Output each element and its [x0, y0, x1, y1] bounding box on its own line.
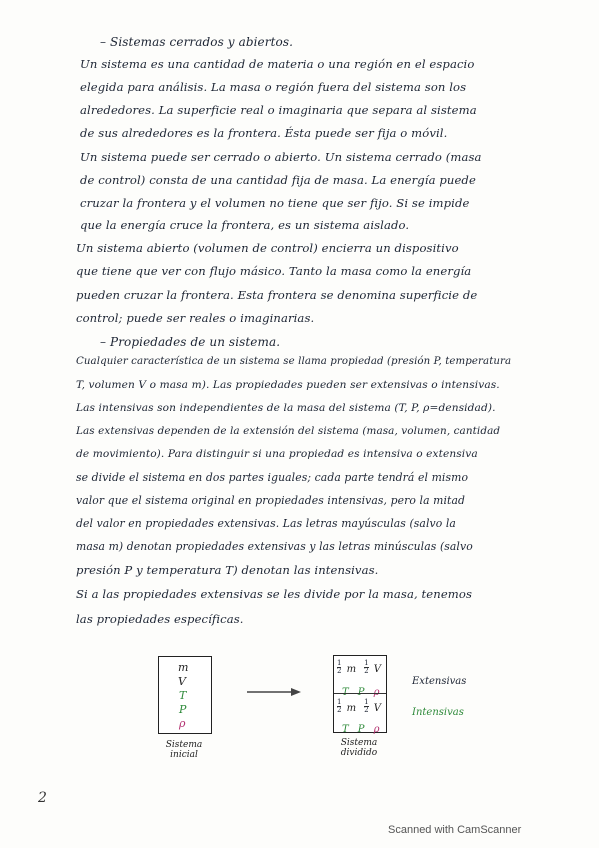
- heading-system-properties: – Propiedades de un sistema.: [100, 335, 281, 349]
- text-line: de movimiento). Para distinguir si una propiedad es intensiva o extensiva: [76, 448, 478, 460]
- text-line: que la energía cruce la frontera, es un sistema aislado.: [80, 218, 410, 232]
- text-line: valor que el sistema original en propiedades intensivas, pero la mitad: [76, 494, 466, 507]
- density-symbol: ρ: [373, 724, 380, 735]
- text-line: masa m) denotan propiedades extensivas y las letras minúsculas (salvo: [76, 540, 473, 553]
- mass-symbol: m: [346, 664, 357, 675]
- scanner-watermark: Scanned with CamScanner: [388, 824, 522, 836]
- text-line: de sus alrededores es la frontera. Ésta puede ser fija o móvil.: [80, 126, 448, 140]
- divided-system-box: [333, 655, 387, 733]
- half-fraction: $\frac{1}{2}$: [337, 698, 342, 714]
- text-line: Las intensivas son independientes de la masa del sistema (T, P, ρ=densidad).: [76, 402, 496, 414]
- page-number: 2: [38, 790, 47, 806]
- text-line: Un sistema es una cantidad de materia o una región en el espacio: [80, 57, 475, 71]
- legend-extensive: Extensivas: [412, 676, 467, 687]
- mass-symbol: m: [178, 661, 189, 674]
- text-line: las propiedades específicas.: [76, 612, 244, 626]
- text-line: Las extensivas dependen de la extensión del sistema (masa, volumen, cantidad: [76, 425, 501, 437]
- divider-line: [334, 693, 386, 694]
- mass-symbol: m: [346, 703, 357, 714]
- text-line: presión P y temperatura T) denotan las intensivas.: [76, 563, 379, 577]
- heading-closed-open-systems: – Sistemas cerrados y abiertos.: [100, 35, 294, 49]
- text-line: del valor en propiedades extensivas. Las letras mayúsculas (salvo la: [76, 517, 456, 530]
- initial-system-box: [158, 656, 212, 734]
- text-line: Cualquier característica de un sistema se llama propiedad (presión P, temperatura: [76, 356, 512, 367]
- temperature-symbol: T: [179, 689, 187, 702]
- arrow-right-icon: [245, 686, 303, 698]
- text-line: alrededores. La superficie real o imaginaria que separa al sistema: [80, 103, 477, 117]
- text-line: de control) consta de una cantidad fija de masa. La energía puede: [80, 173, 476, 187]
- text-line: pueden cruzar la frontera. Esta frontera se denomina superficie de: [76, 288, 478, 302]
- legend-intensive: Intensivas: [412, 707, 464, 718]
- text-line: Un sistema abierto (volumen de control) encierra un dispositivo: [76, 241, 459, 255]
- half-fraction: $\frac{1}{2}$: [337, 659, 342, 675]
- divided-top-half: [337, 657, 381, 676]
- divided-system-caption: Sistema dividido: [340, 738, 378, 758]
- half-fraction: $\frac{1}{2}$: [364, 659, 369, 675]
- pressure-symbol: P: [179, 703, 187, 716]
- text-line: T, volumen V o masa m). Las propiedades pueden ser extensivas o intensivas.: [76, 379, 500, 391]
- text-line: que tiene que ver con flujo másico. Tanto la masa como la energía: [76, 264, 472, 278]
- text-line: control; puede ser reales o imaginarias.: [76, 311, 315, 325]
- text-line: Un sistema puede ser cerrado o abierto. Un sistema cerrado (masa: [80, 150, 482, 164]
- volume-symbol: V: [373, 664, 381, 675]
- divided-bottom-intensive: [342, 717, 379, 736]
- temperature-symbol: T: [342, 724, 349, 735]
- half-fraction: $\frac{1}{2}$: [364, 698, 369, 714]
- pressure-symbol: P: [357, 724, 365, 735]
- volume-symbol: V: [178, 675, 186, 688]
- divided-bottom-half: [337, 696, 381, 715]
- volume-symbol: V: [373, 703, 381, 714]
- text-line: cruzar la frontera y el volumen no tiene que ser fijo. Si se impide: [80, 196, 470, 210]
- text-line: Si a las propiedades extensivas se les divide por la masa, tenemos: [76, 587, 473, 601]
- density-symbol: ρ: [179, 717, 186, 730]
- initial-system-caption: Sistema inicial: [165, 740, 203, 760]
- text-line: se divide el sistema en dos partes iguales; cada parte tendrá el mismo: [76, 471, 469, 484]
- text-line: elegida para análisis. La masa o región fuera del sistema son los: [80, 80, 467, 94]
